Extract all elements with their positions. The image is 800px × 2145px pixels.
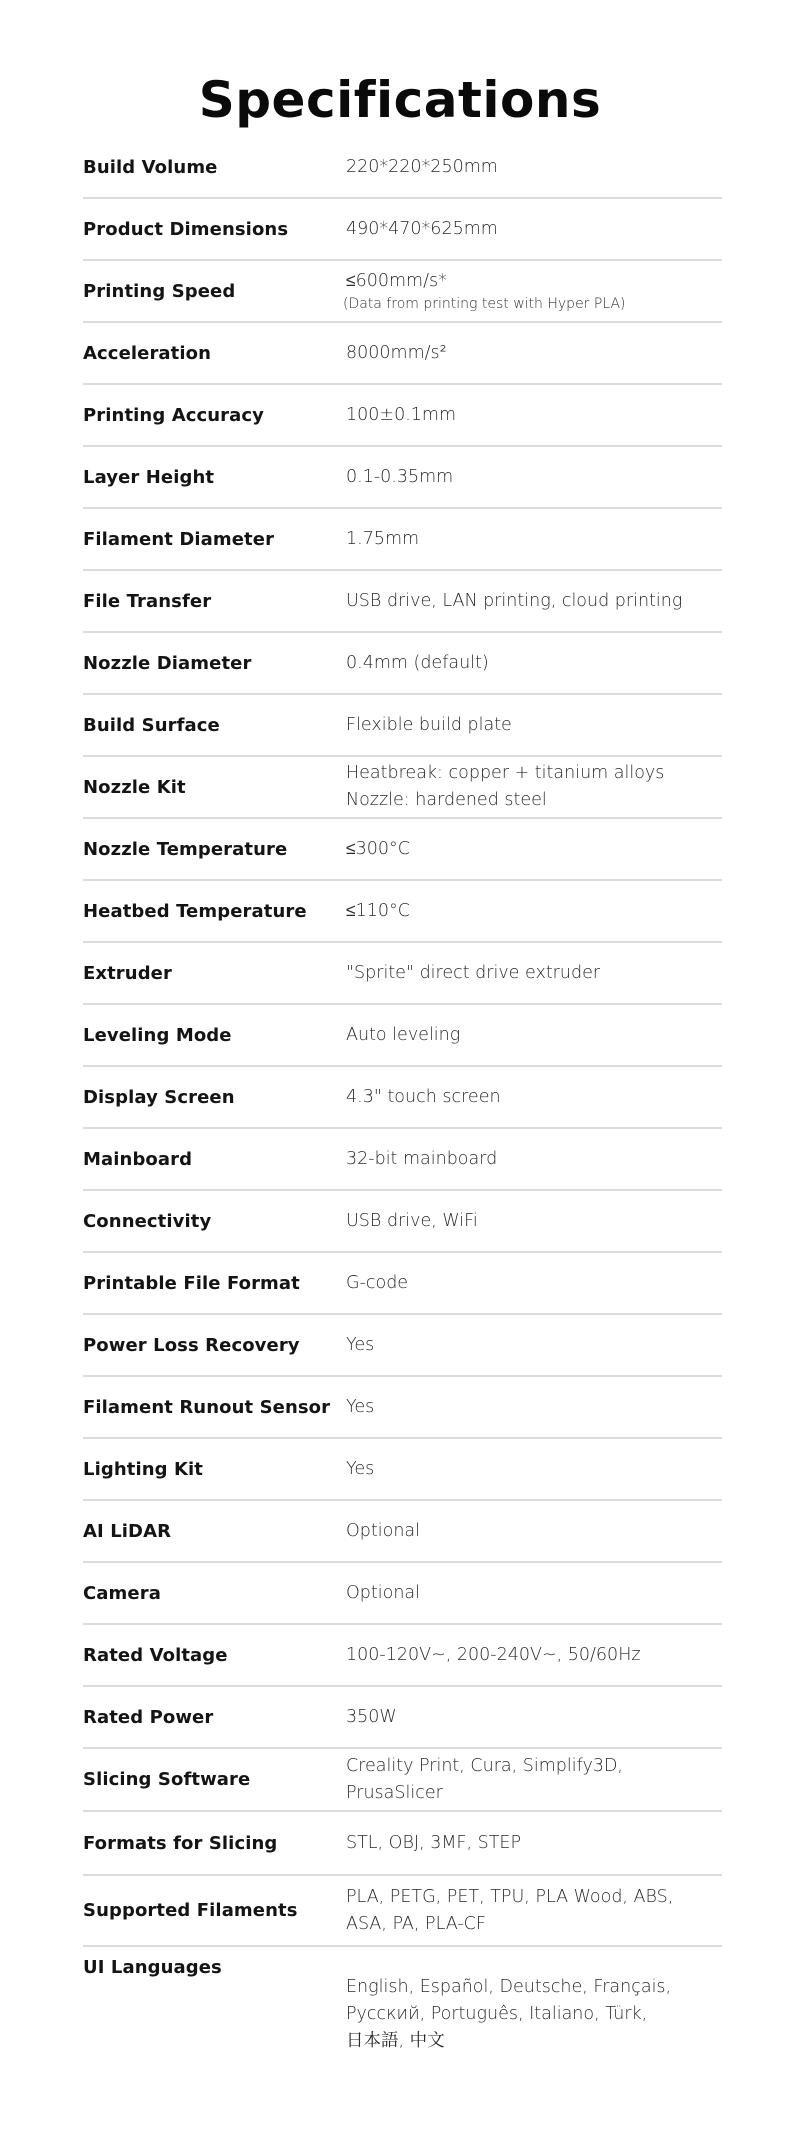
spec-value [346,1208,722,1235]
spec-row [83,323,722,385]
spec-label: Rated Voltage [83,1644,228,1666]
spec-row [83,695,722,757]
spec-value [346,898,722,925]
spec-label: Formats for Slicing [83,1832,278,1854]
spec-value [346,1947,722,2055]
specifications-table [83,137,722,2077]
spec-value-line: 32-bit mainboard [346,1148,498,1169]
spec-row [83,1501,722,1563]
spec-label: Power Loss Recovery [83,1334,300,1356]
spec-value-line: Yes [346,1396,375,1417]
spec-label: Mainboard [83,1148,193,1170]
spec-row [83,1625,722,1687]
spec-value [346,402,722,429]
spec-row [83,1377,722,1439]
spec-value-line: G-code [346,1272,409,1293]
spec-value [346,340,722,367]
spec-value-line: 100±0.1mm [346,404,456,425]
spec-label: Layer Height [83,466,215,488]
spec-value [346,588,722,615]
spec-label: UI Languages [83,1957,222,1978]
spec-value-line: Heatbreak: copper + titanium alloys [346,763,665,783]
spec-value-line: 0.4mm (default) [346,652,489,673]
spec-value-line: ≤600mm/s* [346,271,447,291]
spec-value-line: ≤300°C [346,838,410,859]
spec-row [83,1067,722,1129]
spec-row [83,1812,722,1876]
spec-value-line: English, Español, Deutsche, Français, [346,1977,672,1997]
spec-row [83,1439,722,1501]
spec-row [83,1749,722,1812]
spec-value [346,1456,722,1483]
spec-value-line: Nozzle: hardened steel [346,790,547,810]
spec-label: Printing Accuracy [83,404,265,426]
spec-label: Extruder [83,962,172,984]
spec-value-line: Creality Print, Cura, Simplify3D, [346,1755,623,1776]
spec-value-line: ASA, PA, PLA-CF [346,1913,486,1934]
spec-value [346,1270,722,1297]
spec-value-line: 1.75mm [346,528,420,549]
spec-row [83,385,722,447]
spec-value [346,1022,722,1049]
spec-row [83,1253,722,1315]
spec-value-line: 220*220*250mm [346,156,498,177]
spec-label: Lighting Kit [83,1458,204,1480]
spec-value-line: STL, OBJ, 3MF, STEP [346,1832,522,1853]
spec-value-line: 日本語, 中文 [346,2031,445,2051]
spec-value [346,1580,722,1607]
spec-label: Acceleration [83,342,212,364]
spec-value-line: 0.1-0.35mm [346,466,454,487]
spec-value [346,1518,722,1545]
spec-value-line: USB drive, WiFi [346,1210,478,1231]
spec-value [346,1394,722,1421]
spec-row [83,199,722,261]
spec-value [346,712,722,739]
spec-value [343,268,722,314]
spec-label: File Transfer [83,590,212,612]
page-title: Specifications [198,70,602,129]
spec-row [83,137,722,199]
spec-value [346,836,722,863]
spec-label: Camera [83,1582,161,1604]
spec-value [346,464,722,491]
spec-value-line: Русский, Português, Italiano, Türk, [346,2004,648,2024]
spec-row [83,881,722,943]
spec-value-line: ≤110°C [346,900,410,921]
spec-value [346,216,722,243]
spec-value [346,1753,722,1807]
spec-label: AI LiDAR [83,1520,172,1542]
spec-row [83,447,722,509]
spec-row [83,943,722,1005]
spec-value-note: (Data from printing test with Hyper PLA) [343,296,626,312]
spec-value-line: 4.3" touch screen [346,1086,501,1107]
spec-value-line: Yes [346,1458,375,1479]
spec-label: Printing Speed [83,280,236,302]
spec-row [83,1315,722,1377]
spec-label: Printable File Format [83,1272,300,1294]
spec-label: Leveling Mode [83,1024,232,1046]
spec-label: Nozzle Kit [83,776,186,798]
spec-value-line: 8000mm/s² [346,342,447,363]
spec-value [346,1830,722,1857]
spec-value-line: Auto leveling [346,1024,461,1045]
spec-label: Nozzle Temperature [83,838,288,860]
spec-label: Heatbed Temperature [83,900,307,922]
spec-value-line: PLA, PETG, PET, TPU, PLA Wood, ABS, [346,1886,674,1907]
spec-label: Filament Runout Sensor [83,1396,331,1418]
spec-value [346,760,722,814]
spec-label: Rated Power [83,1706,214,1728]
spec-label: Supported Filaments [83,1900,298,1921]
spec-label: Build Volume [83,156,218,178]
spec-label: Display Screen [83,1086,235,1108]
spec-value [346,1642,722,1669]
spec-value [346,1704,722,1731]
spec-row [83,1876,722,1947]
spec-row [83,261,722,323]
spec-value [346,1884,722,1938]
spec-value [346,650,722,677]
spec-row [83,1947,722,2077]
spec-value-line: USB drive, LAN printing, cloud printing [346,590,683,611]
spec-row [83,1005,722,1067]
spec-value [346,960,722,987]
spec-value-line: Yes [346,1334,375,1355]
spec-row [83,819,722,881]
spec-label: Connectivity [83,1210,212,1232]
spec-value-line: "Sprite" direct drive extruder [346,962,601,983]
spec-value [346,526,722,553]
spec-value [346,154,722,181]
spec-value-line: Optional [346,1582,420,1603]
spec-value-line: 100-120V~, 200-240V~, 50/60Hz [346,1644,641,1665]
spec-label: Nozzle Diameter [83,652,252,674]
spec-row [83,571,722,633]
spec-row [83,1191,722,1253]
spec-value-line: Flexible build plate [346,714,512,735]
spec-label: Product Dimensions [83,218,289,240]
spec-label: Filament Diameter [83,528,275,550]
spec-value [346,1332,722,1359]
spec-row [83,757,722,819]
spec-row [83,1563,722,1625]
spec-row [83,1129,722,1191]
spec-label: Slicing Software [83,1769,251,1790]
spec-value [346,1084,722,1111]
spec-row [83,1687,722,1749]
spec-value [346,1146,722,1173]
spec-label: Build Surface [83,714,220,736]
spec-value-line: PrusaSlicer [346,1782,443,1803]
spec-row [83,633,722,695]
spec-value-line: 350W [346,1706,397,1727]
spec-row [83,509,722,571]
spec-value-line: Optional [346,1520,420,1541]
spec-value-line: 490*470*625mm [346,218,498,239]
